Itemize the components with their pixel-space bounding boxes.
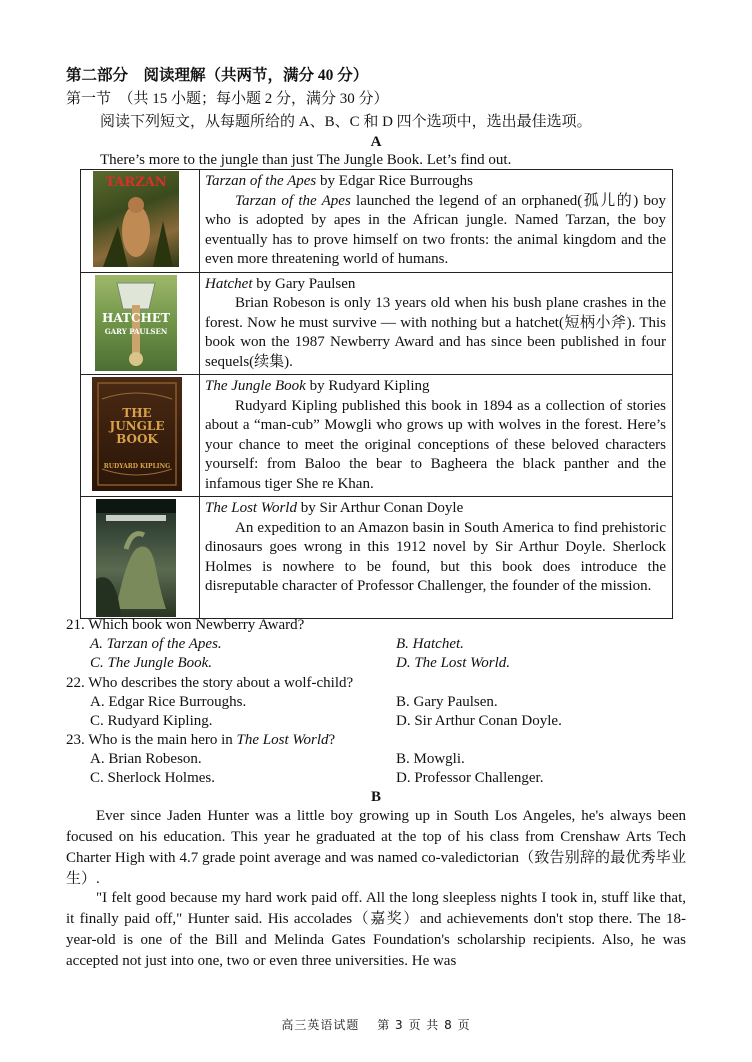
passage-a-intro: There’s more to the jungle than just The Jungle Book. Let’s find out. [100,152,512,168]
part-title: 第二部分 阅读理解（共两节，满分 40 分） [66,67,369,84]
book-table [80,169,673,619]
tarzan-cover-image [93,171,179,267]
question-22-option-c[interactable]: C. Rudyard Kipling. [90,713,213,729]
book-text-cell [200,375,673,497]
book-cover-cell [81,272,200,375]
option-text: B. Hatchet. [396,636,464,652]
book-author: by Sir Arthur Conan Doyle [296,500,464,516]
book-title: Tarzan of the Apes [205,173,317,189]
passage-b-paragraph-2 [66,888,686,972]
instructions: 阅读下列短文，从每题所给的 A、B、C 和 D 四个选项中，选出最佳选项。 [100,114,592,130]
book-row-tarzan [81,170,673,273]
book-author: by Edgar Rice Burroughs [316,173,473,189]
book-title: Hatchet [205,275,253,292]
book-description: An expedition to an Amazon basin in South America to find prehistoric dinosaurs goes wrong in this 1912 novel by Sir Arthur Doyle. Sherlock Holmes is nowhere to be found, but this book does introduce the disreputable character of Professor Challenger, the founder of the mission. [205,519,666,594]
jungle-book-cover-image [92,377,182,491]
paragraph-text: "I felt good because my hard work paid off. All the long sleepless nights I took in, stuff like that, it finally paid off," Hunter said. His accolades（嘉奖）and achievements don't stop there. The 18-year-old is one of the Bill and Melinda Gates Foundation's scholarship recipients. Also, he was accepted not just into one, two or even three universities. He was [66,890,686,969]
passage-b-paragraph-1 [66,806,686,890]
book-title: The Jungle Book [205,378,306,394]
question-23-stem [66,731,335,750]
hatchet-cover-image [95,275,177,371]
book-description: launched the legend of an orphaned(孤儿的) boy who is adopted by apes in the African jungle. Named Tarzan, the boy eventually has to prove himself on two fronts: the animal kingdom and the even more threatening world of humans. [205,192,666,267]
book-row-hatchet [81,272,673,375]
question-21-option-b[interactable] [396,635,464,654]
book-description: Brian Robeson is only 13 years old when his bush plane crashes in the forest. Now he must survive — with nothing but a hatchet(短柄小斧). This book won the 1987 Newberry Award and has since been published in four sequels(续集). [205,295,666,370]
book-author: by Gary Paulsen [252,275,356,292]
question-22-option-d[interactable]: D. Sir Arthur Conan Doyle. [396,713,562,729]
book-cover-cell [81,170,200,273]
jungle-book-cover-author: RUDYARD KIPLING [103,463,171,470]
question-23-option-c[interactable]: C. Sherlock Holmes. [90,770,215,786]
question-21-option-a[interactable] [90,635,222,654]
hatchet-cover-author: GARY PAULSEN [104,326,168,336]
book-author: by Rudyard Kipling [305,378,430,394]
option-text: A. Tarzan of the Apes. [90,636,222,652]
question-21-option-d[interactable] [396,654,510,673]
question-23-stem-title: The Lost World [236,732,329,748]
question-23-option-d[interactable]: D. Professor Challenger. [396,770,544,786]
paragraph-text: Ever since Jaden Hunter was a little boy growing up in South Los Angeles, he's always been focused on his education. This year he graduated at the top of his class from Crenshaw Arts Tech Charter High with 4.7 grade point average and was named co-valedictorian（致告别辞的最优秀毕业生）. [66,808,686,887]
option-text: D. The Lost World. [396,655,511,671]
question-23-stem-post: ? [328,732,336,748]
tarzan-cover-title: TARZAN [105,175,167,190]
question-23-option-b[interactable]: B. Mowgli. [396,751,465,767]
lost-world-cover-image [96,499,176,617]
book-text-cell [200,170,673,273]
option-text: C. The Jungle Book. [90,655,213,671]
passage-b-letter: B [370,789,381,805]
book-desc-title: Tarzan of the Apes [235,192,351,209]
book-description: Rudyard Kipling published this book in 1894 as a collection of stories about a “man-cub” Mowgli who grows up with wolves in the forest. Here’s your chance to meet the original conceptions of these beloved characters yourself: from Baloo the bear to Bagheera the black panther and the infamous tiger She re Khan. [205,397,666,492]
question-21-option-c[interactable] [90,654,212,673]
book-text-cell [200,497,673,619]
section1-title: 第一节 （共 15 小题；每小题 2 分，满分 30 分） [66,91,389,107]
question-22-stem: 22. Who describes the story about a wolf-child? [66,675,354,691]
jungle-book-cover-title: THE JUNGLE BOOK [109,406,165,446]
book-title: The Lost World [205,500,297,516]
question-21-stem: 21. Which book won Newberry Award? [66,617,305,633]
book-cover-cell [81,375,200,497]
hatchet-cover-title: HATCHET [102,310,170,325]
question-22-option-b[interactable]: B. Gary Paulsen. [396,694,498,710]
passage-a-letter: A [370,134,382,150]
page-footer: 高三英语试题 第 3 页 共 8 页 [281,1018,471,1032]
book-row-jungle-book [81,375,673,497]
book-row-lost-world [81,497,673,619]
question-23-stem-pre: 23. Who is the main hero in [66,732,237,748]
book-cover-cell [81,497,200,619]
question-22-option-a[interactable]: A. Edgar Rice Burroughs. [90,694,247,710]
book-text-cell [200,272,673,375]
question-23-option-a[interactable]: A. Brian Robeson. [90,751,202,767]
